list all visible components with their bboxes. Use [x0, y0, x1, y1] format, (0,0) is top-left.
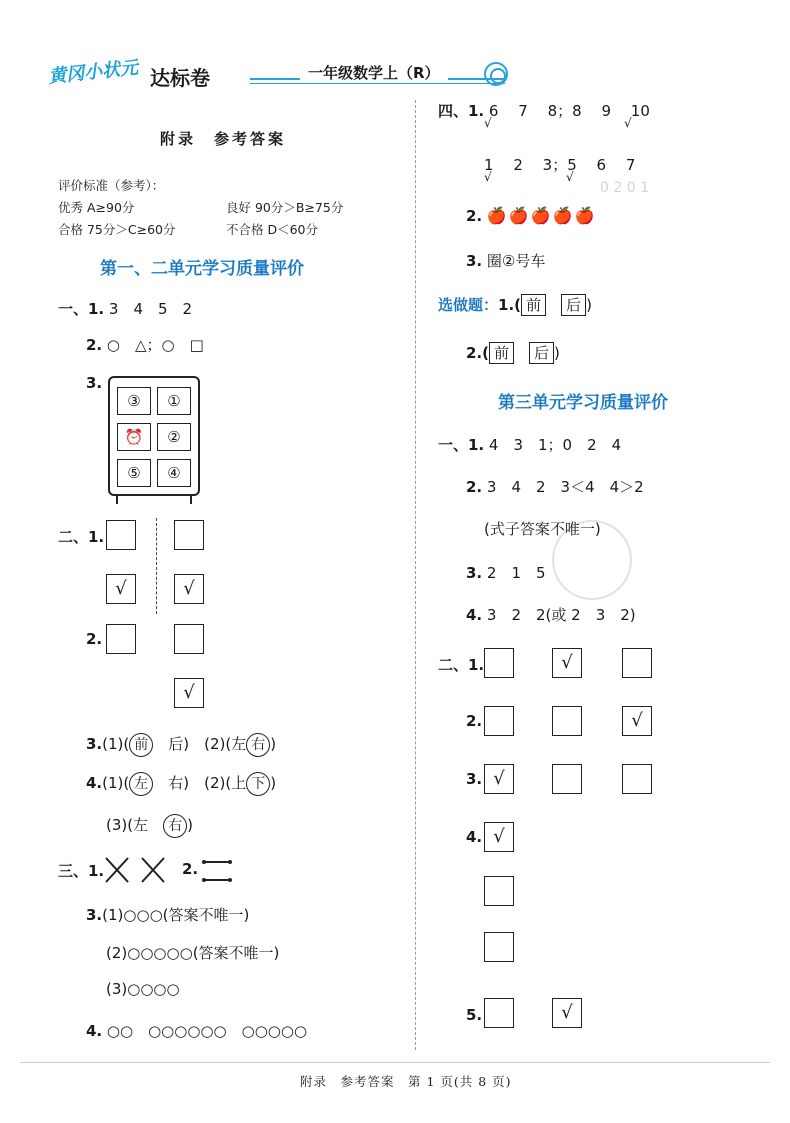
- answer-box-checked: √: [106, 574, 136, 604]
- series-title: 达标卷: [150, 66, 210, 90]
- check-mark: √: [566, 170, 574, 184]
- answer-box-checked: √: [484, 764, 514, 794]
- criteria-title: 评价标准（参考）：: [58, 178, 165, 193]
- swirl-icon: [484, 62, 508, 86]
- s3-2: 2. 3 4 2 3＜4 4＞2: [466, 478, 644, 496]
- answer-box-checked: √: [552, 648, 582, 678]
- s3-1: 一、1. 4 3 1；0 2 4: [438, 436, 622, 454]
- footer-rule: [20, 1062, 770, 1063]
- answer-box: [174, 520, 204, 550]
- cabinet-figure: [108, 376, 200, 496]
- s3-q2-4-label: 4.: [466, 828, 483, 846]
- optional-2: 2.( 前 后 ): [466, 344, 560, 362]
- q4-1-row1: 四、1. 6 7 8；8 9 10: [438, 102, 650, 120]
- q1-1: 一、1. 3 4 5 2: [58, 300, 193, 318]
- q3-3-line1: 3.(1)○○○(答案不唯一): [86, 906, 250, 924]
- header-rule-thin: [250, 83, 505, 84]
- grade-label: 一年级数学上（R）: [300, 62, 448, 83]
- page-footer: 附录 参考答案 第 1 页(共 8 页): [300, 1074, 512, 1089]
- answer-box: [622, 764, 652, 794]
- q1-2: 2. ○ △；○ □: [86, 336, 204, 354]
- q2-4-3: (3)(左 右 ): [106, 814, 193, 838]
- s3-q2-2-label: 2.: [466, 712, 483, 730]
- cabinet-cell: ①: [157, 387, 191, 415]
- q3-3-line3: (3)○○○○: [106, 980, 180, 998]
- q3-1-label: 三、1.: [58, 862, 105, 880]
- answer-box: [484, 706, 514, 736]
- brand-logo: 黄冈小状元: [47, 57, 140, 88]
- cabinet-cell: ③: [117, 387, 151, 415]
- q1-3-label: 3.: [86, 374, 103, 392]
- answer-box: [106, 624, 136, 654]
- q3-4: 4. ○○ ○○○○○○ ○○○○○: [86, 1022, 308, 1040]
- q2-3: 3.(1)( 前 后) (2)(左 右 ): [86, 733, 276, 757]
- bleed-through: 0 2 0 1: [600, 180, 649, 196]
- cross-lines-figure: [104, 856, 174, 886]
- q2-2-label: 2.: [86, 630, 103, 648]
- check-mark: √: [624, 116, 632, 130]
- answer-box: [106, 520, 136, 550]
- s3-3: 3. 2 1 5: [466, 564, 546, 582]
- column-divider: [415, 100, 416, 1050]
- dashed-mirror-line: [156, 518, 157, 614]
- answer-box-checked: √: [552, 998, 582, 1028]
- q4-1-row2: 1 2 3；5 6 7: [484, 156, 636, 174]
- s3-q2-1-label: 二、1.: [438, 656, 485, 674]
- criteria-good: 良好 90分＞B≥75分: [226, 200, 344, 215]
- answer-box: [484, 876, 514, 906]
- q2-1-label: 二、1.: [58, 528, 105, 546]
- criteria-fail: 不合格 D＜60分: [226, 222, 319, 237]
- q4-3: 3. 圈②号车: [466, 252, 546, 270]
- cabinet-leg: [116, 494, 118, 504]
- cabinet-cell: ②: [157, 423, 191, 451]
- s3-2-note: (式子答案不唯一): [484, 520, 601, 538]
- check-mark: √: [484, 116, 492, 130]
- answer-box-checked: √: [484, 822, 514, 852]
- s3-q2-3-label: 3.: [466, 770, 483, 788]
- criteria-excellent: 优秀 A≥90分: [58, 200, 135, 215]
- answer-box: [484, 932, 514, 962]
- s3-4: 4. 3 2 2(或 2 3 2): [466, 606, 636, 624]
- section-title-unit3: 第三单元学习质量评价: [498, 393, 668, 413]
- cabinet-cell: ④: [157, 459, 191, 487]
- check-mark: √: [484, 170, 492, 184]
- bracket-lines-figure: [202, 858, 234, 884]
- q2-4: 4.(1)( 左 右) (2)(上 下 ): [86, 772, 276, 796]
- answer-box-checked: √: [174, 574, 204, 604]
- answer-box: [622, 648, 652, 678]
- cabinet-cell: ⑤: [117, 459, 151, 487]
- section-title-unit12: 第一、二单元学习质量评价: [100, 259, 304, 279]
- answer-box: [484, 648, 514, 678]
- cabinet-leg: [190, 494, 192, 504]
- answer-box: [552, 764, 582, 794]
- criteria-pass: 合格 75分＞C≥60分: [58, 222, 176, 237]
- appendix-title: 附录 参考答案: [160, 130, 287, 148]
- s3-q2-5-label: 5.: [466, 1006, 483, 1024]
- answer-box: [552, 706, 582, 736]
- q3-3-line2: (2)○○○○○(答案不唯一): [106, 944, 280, 962]
- optional-1: 选做题：1.( 前 后 ): [438, 296, 592, 314]
- q3-2-label: 2.: [182, 860, 199, 878]
- answer-box: [174, 624, 204, 654]
- q4-2: 2. 🍎🍎🍎🍎🍎: [466, 206, 597, 225]
- answer-box-checked: √: [622, 706, 652, 736]
- apple-icons: 🍎🍎🍎🍎🍎: [486, 206, 597, 225]
- answer-box-checked: √: [174, 678, 204, 708]
- answer-box: [484, 998, 514, 1028]
- clock-icon: ⏰: [117, 423, 151, 451]
